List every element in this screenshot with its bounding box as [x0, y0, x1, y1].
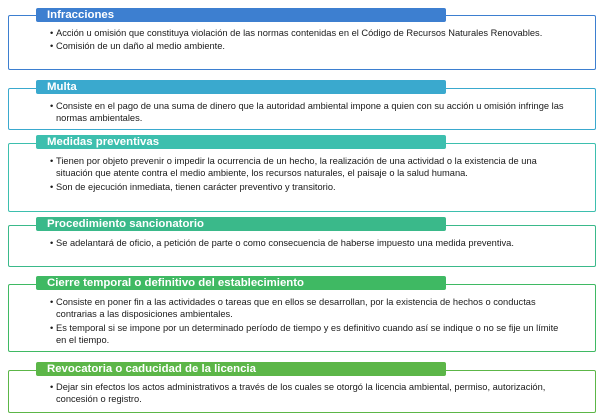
bullet-list: [50, 237, 570, 250]
bullet-list: [50, 381, 570, 407]
bullet-item: • Consiste en poner fin a las actividades o tareas que en ellos se desarrollan, por la existencia de hechos o conductas contrarias a las disposiciones ambientales.: [50, 296, 570, 321]
bullet-item: • Tienen por objeto prevenir o impedir la ocurrencia de un hecho, la realización de una actividad o la existencia de una situación que atente contra el medio ambiente, los recursos naturales, el paisaje o la salud humana.: [50, 155, 570, 180]
bullet-item: • Comisión de un daño al medio ambiente.: [50, 40, 570, 52]
section-header: Multa: [36, 80, 446, 94]
bullet-item: • Se adelantará de oficio, a petición de parte o como consecuencia de haberse impuesto una medida preventiva.: [50, 237, 570, 249]
bullet-item: • Dejar sin efectos los actos administrativos a través de los cuales se otorgó la licencia ambiental, permiso, autorización, concesión o registro.: [50, 381, 570, 406]
section-header: Infracciones: [36, 8, 446, 22]
bullet-list: [50, 296, 570, 347]
section-header: Revocatoria o caducidad de la licencia: [36, 362, 446, 376]
bullet-item: • Acción u omisión que constituya violación de las normas contenidas en el Código de Recursos Naturales Renovables.: [50, 27, 570, 39]
section-header: Medidas preventivas: [36, 135, 446, 149]
bullet-item: • Es temporal si se impone por un determinado período de tiempo y es definitivo cuando así se indique o no se fije un límite en el tiempo.: [50, 322, 570, 347]
bullet-list: [50, 100, 570, 126]
bullet-list: [50, 27, 570, 54]
section-header: Procedimiento sancionatorio: [36, 217, 446, 231]
bullet-item: • Consiste en el pago de una suma de dinero que la autoridad ambiental impone a quien con su acción u omisión infringe las normas ambientales.: [50, 100, 570, 125]
bullet-item: • Son de ejecución inmediata, tienen carácter preventivo y transitorio.: [50, 181, 570, 193]
section-header: Cierre temporal o definitivo del establecimiento: [36, 276, 446, 290]
bullet-list: [50, 155, 570, 194]
